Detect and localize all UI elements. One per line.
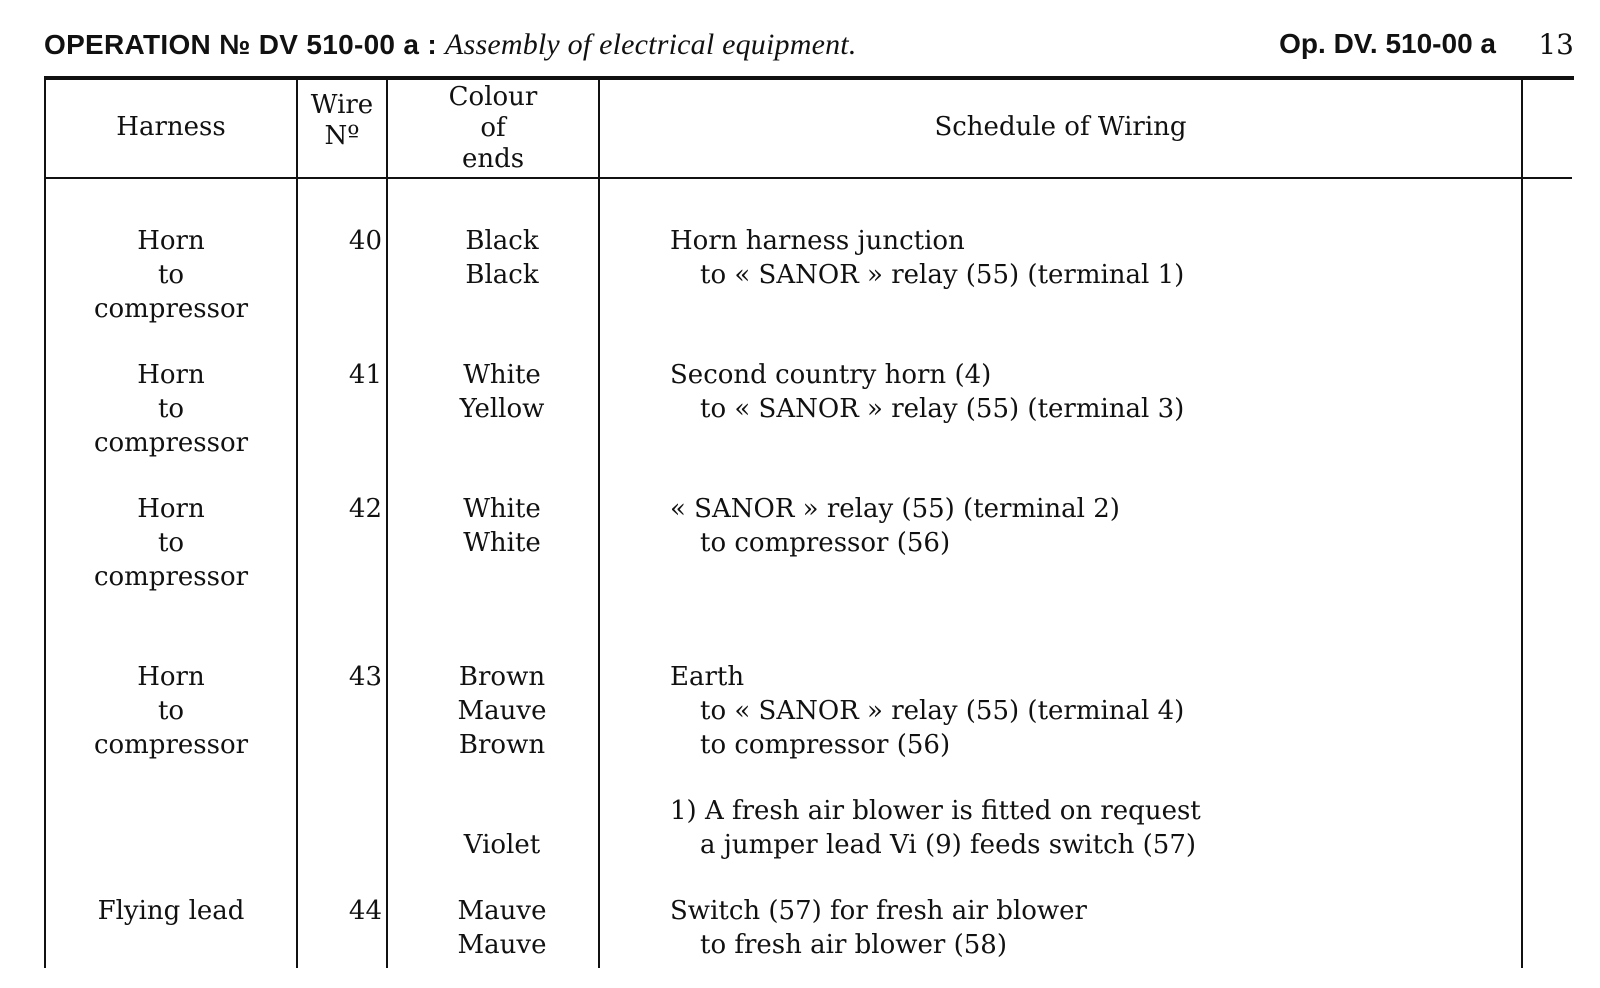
column-header-colour: [388, 82, 598, 175]
colour-of-ends: [392, 224, 612, 292]
harness-line: compressor: [93, 294, 249, 324]
operation-title: Assembly of electrical equipment.: [445, 28, 857, 61]
column-header-colour-line3: ends: [461, 144, 525, 174]
schedule-line: Earth: [670, 662, 745, 692]
colour-of-ends: [392, 358, 612, 426]
schedule-line: to compressor (56): [700, 528, 951, 558]
schedule-line: to « SANOR » relay (55) (terminal 3): [700, 394, 1185, 424]
page-header: [44, 24, 1574, 68]
schedule-line: Horn harness junction: [670, 226, 965, 256]
operation-heading: [44, 28, 857, 62]
wiring-schedule: [670, 492, 1550, 560]
wire-number: 44: [348, 896, 382, 926]
colour-of-ends: [392, 660, 612, 762]
column-header-wire-line1: Wire: [310, 90, 374, 120]
schedule-line: « SANOR » relay (55) (terminal 2): [670, 494, 1120, 524]
wiring-schedule-note: [670, 794, 1550, 862]
harness-line: compressor: [93, 730, 249, 760]
table-row-harness: [48, 358, 294, 460]
wire-number: 43: [348, 662, 382, 692]
column-header-wire-line2: Nº: [324, 121, 360, 151]
table-left-border: [44, 78, 46, 968]
table-row-harness: [48, 894, 294, 928]
colour-of-ends: [392, 894, 612, 962]
harness-line: Horn: [137, 226, 205, 256]
colour-line: White: [463, 528, 541, 558]
harness-line: compressor: [93, 562, 249, 592]
table-top-rule: [44, 76, 1574, 80]
wiring-schedule: [670, 358, 1550, 426]
column-header-wire: [298, 90, 386, 152]
schedule-line: to fresh air blower (58): [700, 930, 1007, 960]
schedule-line: to « SANOR » relay (55) (terminal 1): [700, 260, 1185, 290]
column-header-colour-line2: of: [480, 113, 506, 143]
colour-line: Violet: [463, 830, 541, 860]
schedule-line: to « SANOR » relay (55) (terminal 4): [700, 696, 1185, 726]
page-number: 13: [1538, 28, 1574, 61]
schedule-line: Switch (57) for fresh air blower: [670, 896, 1087, 926]
column-header-schedule: Schedule of Wiring: [934, 112, 1187, 142]
colour-line: Black: [465, 260, 539, 290]
colour-line: Brown: [458, 662, 546, 692]
harness-line: to: [157, 394, 185, 424]
wire-number: 40: [348, 226, 382, 256]
wiring-schedule: [670, 660, 1550, 762]
colour-of-ends: [392, 828, 612, 862]
column-header-harness: Harness: [116, 112, 226, 142]
colour-line: White: [463, 494, 541, 524]
table-header-rule: [46, 177, 1572, 179]
colour-line: Mauve: [457, 930, 547, 960]
operation-number: OPERATION № DV 510-00 a :: [44, 29, 446, 60]
operation-reference: Op. DV. 510-00 a: [1279, 28, 1496, 59]
harness-line: Horn: [137, 662, 205, 692]
colour-line: Brown: [458, 730, 546, 760]
colour-line: White: [463, 360, 541, 390]
harness-line: Flying lead: [97, 896, 245, 926]
wiring-schedule: [670, 894, 1550, 962]
colour-of-ends: [392, 492, 612, 560]
wiring-schedule: [670, 224, 1550, 292]
harness-line: to: [157, 696, 185, 726]
harness-line: Horn: [137, 360, 205, 390]
table-row-harness: [48, 660, 294, 762]
colour-line: Mauve: [457, 896, 547, 926]
column-divider-wire: [386, 78, 388, 968]
table-row-harness: [48, 492, 294, 594]
schedule-line: a jumper lead Vi (9) feeds switch (57): [700, 830, 1197, 860]
table-row-harness: [48, 224, 294, 326]
wire-number: 42: [348, 494, 382, 524]
colour-line: Black: [465, 226, 539, 256]
harness-line: to: [157, 528, 185, 558]
schedule-line: 1) A fresh air blower is fitted on request: [670, 796, 1201, 826]
wire-number: 41: [348, 360, 382, 390]
harness-line: Horn: [137, 494, 205, 524]
colour-line: Mauve: [457, 696, 547, 726]
schedule-line: to compressor (56): [700, 730, 951, 760]
harness-line: compressor: [93, 428, 249, 458]
column-header-colour-line1: Colour: [448, 82, 538, 112]
harness-line: to: [157, 260, 185, 290]
column-divider-harness: [296, 78, 298, 968]
schedule-line: Second country horn (4): [670, 360, 992, 390]
colour-line: Yellow: [459, 394, 545, 424]
